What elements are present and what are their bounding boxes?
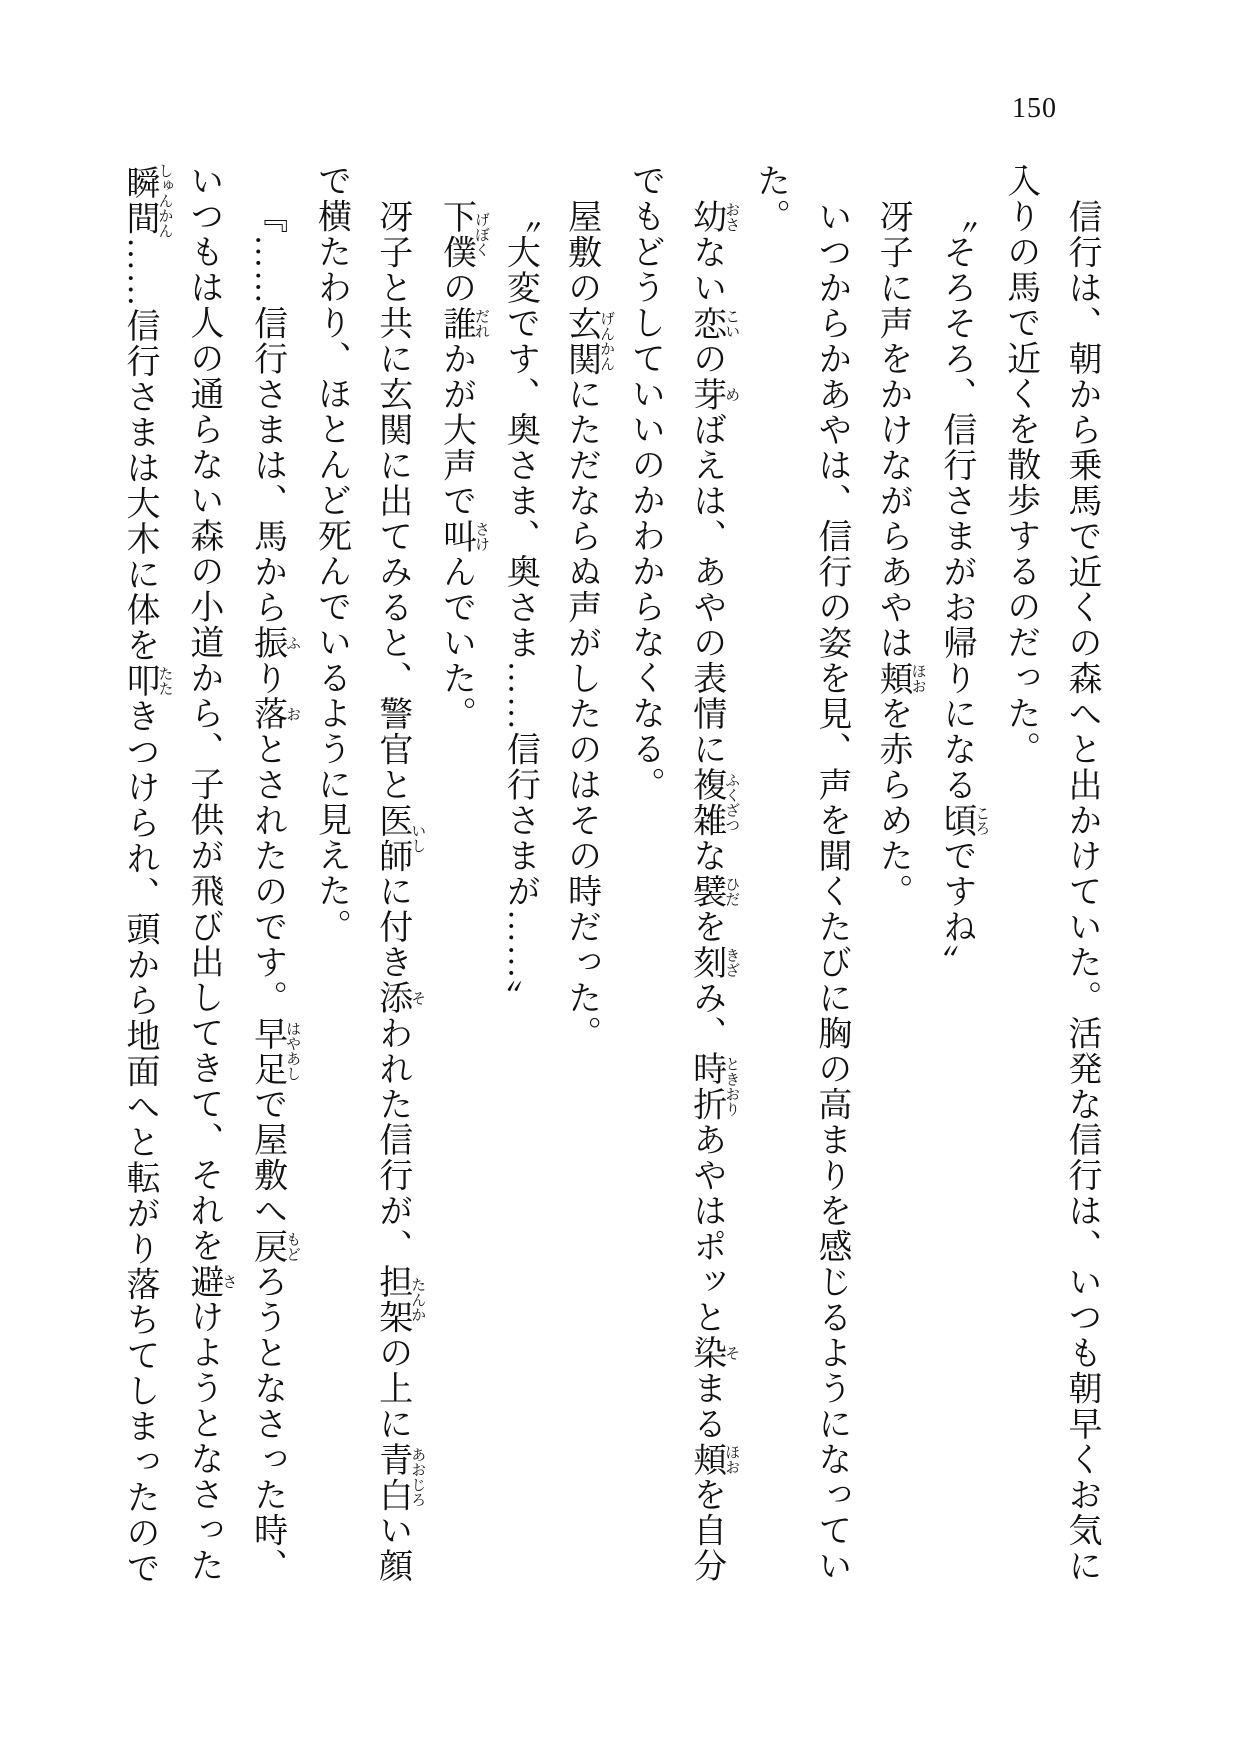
- furigana: げぼく: [473, 199, 490, 270]
- ruby-annotated-word: 頃ころ: [937, 802, 990, 838]
- text-column: 入りの馬で近くを散歩するのだった。: [1001, 163, 1039, 767]
- text-block: [109, 163, 1112, 1593]
- furigana: おさ: [723, 199, 740, 235]
- text-column: た。: [751, 163, 789, 234]
- ruby-annotated-word: 時折ときおり: [687, 1051, 740, 1122]
- furigana: ひだ: [723, 873, 740, 909]
- furigana: きざ: [723, 944, 740, 980]
- ruby-annotated-word: 叩たた: [121, 663, 173, 699]
- text-column: 瞬間しゅんかん……信行さまは大木に体を叩たたきつけられ、頭から地面へと転がり落ちてしまったので: [121, 163, 173, 1586]
- furigana: ほお: [723, 1441, 740, 1477]
- furigana: ふくざつ: [723, 767, 740, 838]
- furigana: はやあし: [284, 1015, 301, 1087]
- text-column: 冴子と共に玄関に出てみると、警官と医師いしに付き添そわれた信行が、担架たんかの上に青白あおじろい顔: [373, 199, 426, 1584]
- ruby-annotated-word: 染そ: [687, 1335, 740, 1371]
- furigana: ときおり: [723, 1051, 740, 1122]
- ruby-annotated-word: 担架たんか: [373, 1264, 426, 1335]
- furigana: ころ: [973, 802, 990, 838]
- furigana: お: [284, 696, 301, 732]
- text-column: でもどうしていいのかわからなくなる。: [626, 163, 664, 802]
- furigana: さけ: [473, 518, 490, 554]
- ruby-annotated-word: 避さ: [184, 1263, 237, 1299]
- furigana: いし: [409, 802, 426, 874]
- ruby-annotated-word: 青白あおじろ: [373, 1441, 426, 1513]
- text-column: 冴子に声をかけながらあやは頬ほおを赤らめた。: [874, 199, 926, 909]
- ruby-annotated-word: 医師いし: [373, 802, 426, 874]
- ruby-annotated-word: 添そ: [373, 980, 426, 1016]
- text-column: 幼おさない恋こいの芽めばえは、あやの表情に複雑ふくざつな襞ひだを刻きざみ、時折ときおりあやはポッと染そまる頬ほおを自分: [687, 199, 740, 1584]
- furigana: だれ: [473, 305, 490, 341]
- furigana: そ: [723, 1335, 740, 1371]
- page-number: 150: [1012, 93, 1057, 124]
- ruby-annotated-word: 誰だれ: [437, 305, 490, 341]
- ruby-annotated-word: 下僕げぼく: [437, 199, 490, 270]
- ruby-annotated-word: 恋こい: [687, 305, 740, 341]
- text-column: 〝大変です、奥さま、奥さま……信行さまが……〟: [501, 199, 539, 1016]
- ruby-annotated-word: 戻もど: [248, 1228, 301, 1264]
- text-column: 下僕げぼくの誰だれかが大声で叫さけんでいた。: [437, 199, 490, 732]
- furigana: め: [723, 376, 740, 412]
- furigana: そ: [409, 980, 426, 1016]
- ruby-annotated-word: 芽め: [687, 376, 740, 412]
- furigana: もど: [284, 1228, 301, 1264]
- furigana: たんか: [409, 1264, 426, 1335]
- text-column: 〝そろそろ、信行さまがお帰りになる頃ころですね〟: [937, 199, 990, 980]
- ruby-annotated-word: 複雑ふくざつ: [687, 767, 740, 838]
- text-column: 『……信行さまは、馬から振ふり落おとされたのです。早足はやあしで屋敷へ戻もどろうとなさった時、: [248, 199, 301, 1584]
- ruby-annotated-word: 落お: [248, 696, 301, 732]
- text-column: で横たわり、ほとんど死んでいるように見えた。: [312, 163, 350, 944]
- text-column: いつもは人の通らない森の小道から、子供が飛び出してきて、それを避さけようとなさった: [184, 163, 237, 1583]
- ruby-annotated-word: 刻きざ: [687, 944, 740, 980]
- ruby-annotated-word: 瞬間しゅんかん: [121, 163, 173, 238]
- furigana: ほお: [909, 660, 926, 696]
- ruby-annotated-word: 振ふ: [248, 625, 301, 661]
- furigana: たた: [156, 663, 173, 699]
- furigana: こい: [723, 305, 740, 341]
- ruby-annotated-word: 頬ほお: [874, 660, 926, 696]
- ruby-annotated-word: 叫さけ: [437, 518, 490, 554]
- text-column: 信行は、朝から乗馬で近くの森へと出かけていた。活発な信行は、いつも朝早くお気に: [1063, 199, 1100, 1584]
- ruby-annotated-word: 幼おさ: [687, 199, 740, 235]
- ruby-annotated-word: 頬ほお: [687, 1441, 740, 1477]
- text-column: いつからかあやは、信行の姿を見、声を聞くたびに胸の高まりを感じるようになってい: [812, 199, 850, 1584]
- furigana: あおじろ: [409, 1441, 426, 1513]
- furigana: さ: [220, 1263, 237, 1299]
- ruby-annotated-word: 襞ひだ: [687, 873, 740, 909]
- ruby-annotated-word: 玄関げんかん: [562, 305, 615, 377]
- furigana: げんかん: [598, 305, 615, 377]
- text-column: 屋敷の玄関げんかんにただならぬ声がしたのはその時だった。: [562, 199, 615, 1051]
- furigana: しゅんかん: [156, 163, 173, 238]
- furigana: ふ: [284, 625, 301, 661]
- ruby-annotated-word: 早足はやあし: [248, 1015, 301, 1087]
